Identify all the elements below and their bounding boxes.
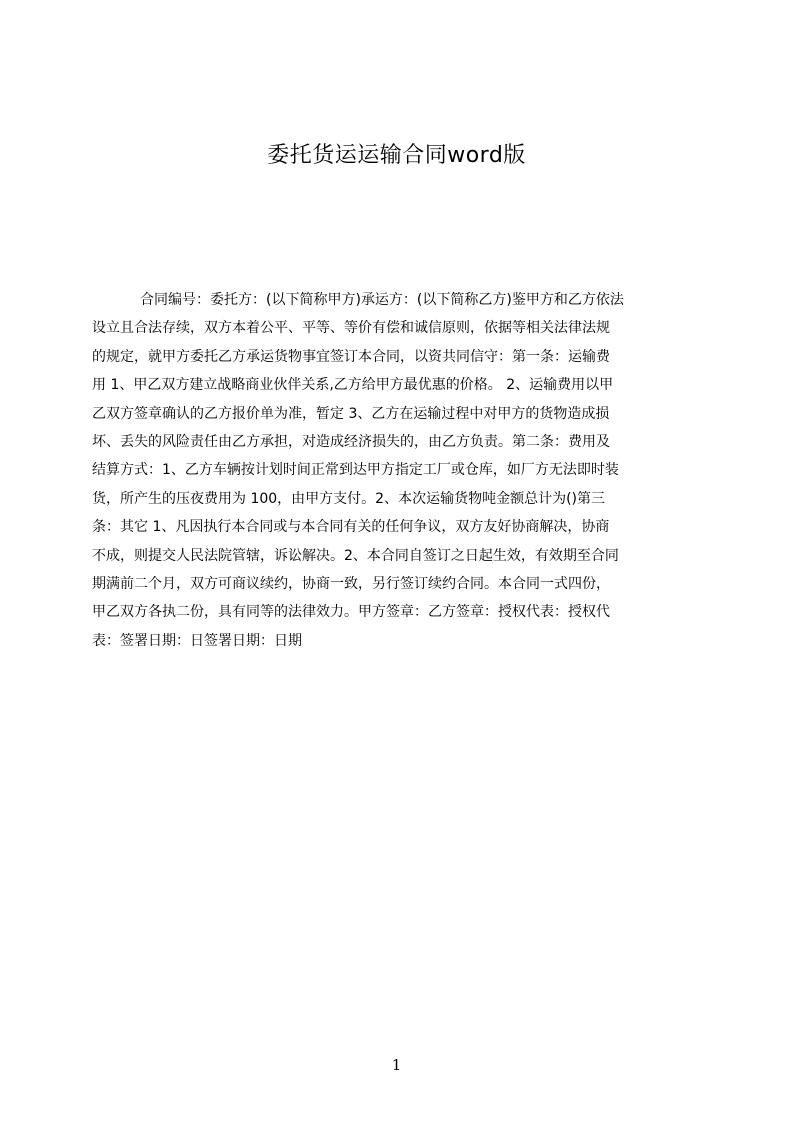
body-line: 设立且合法存续，双方本着公平、平等、等价有偿和诚信原则，依据等相关法律法规 [92,320,610,337]
document-title: 委托货运运输合同word版 [267,143,526,168]
contract-body [92,286,700,666]
body-line: 乙双方签章确认的乙方报价单为准，暂定 3、乙方在运输过程中对甲方的货物造成损 [92,405,610,422]
body-line: 坏、丢失的风险责任由乙方承担，对造成经济损失的，由乙方负责。第二条：费用及 [92,433,610,450]
body-line: 不成，则提交人民法院管辖，诉讼解决。2、本合同自签订之日起生效，有效期至合同 [92,547,619,564]
body-line: 结算方式：1、乙方车辆按计划时间正常到达甲方指定工厂或仓库，如厂方无法即时装 [92,462,619,479]
body-line: 货，所产生的压夜费用为 100，由甲方支付。2、本次运输货物吨金额总计为()第三 [92,490,606,507]
body-line: 甲乙双方各执二份，具有同等的法律效力。甲方签章：乙方签章：授权代表：授权代 [92,604,610,621]
body-line: 条：其它 1、凡因执行本合同或与本合同有关的任何争议，双方友好协商解决，协商 [92,519,610,536]
body-line: 期满前二个月，双方可商议续约，协商一致，另行签订续约合同。本合同一式四份， [92,575,610,592]
body-line: 合同编号：委托方：(以下简称甲方)承运方：(以下简称乙方)鉴甲方和乙方依法 [140,292,624,308]
page-number: 1 [391,1056,402,1074]
body-line: 的规定，就甲方委托乙方承运货物事宜签订本合同，以资共同信守：第一条：运输费 [92,348,610,365]
body-line: 表：签署日期：日签署日期：日期 [92,632,302,649]
body-line: 用 1、甲乙双方建立战略商业伙伴关系,乙方给甲方最优惠的价格。 2、运输费用以甲 [92,377,614,394]
